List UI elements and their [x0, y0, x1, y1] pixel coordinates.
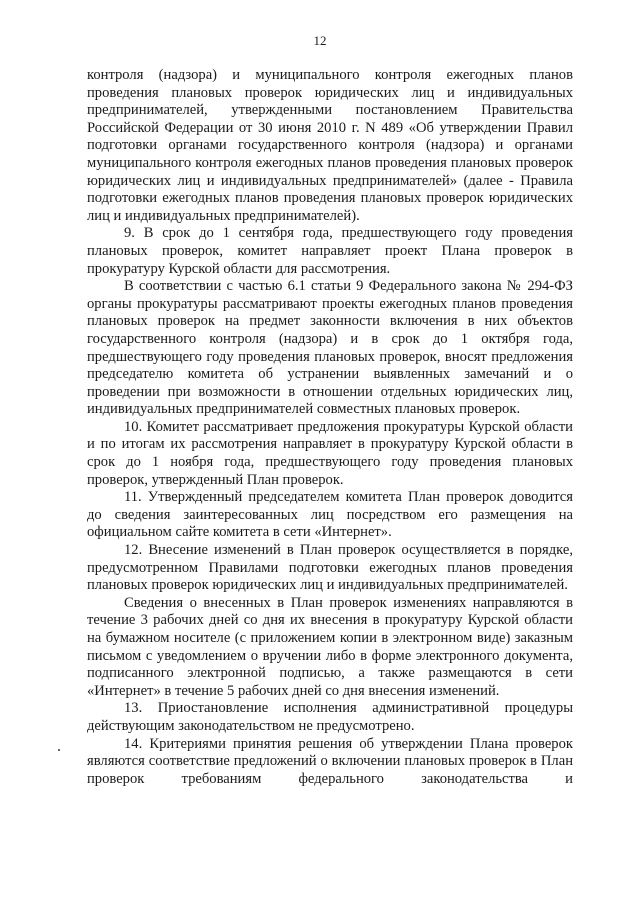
paragraph-changes-notification: Сведения о внесенных в План проверок изменениях направляются в течение 3 рабочих дней со дня их внесения в прокуратуру Курской области на бумажном носителе (с приложением копии в электронном виде) заказным письмом с уведомлением о вручении либо в форме электронного документа, подписанного электронной подписью, а также размещаются в сети «Интернет» в течение 5 рабочих дней со дня внесения изменений.	[87, 594, 573, 699]
paragraph-continuation: контроля (надзора) и муниципального контроля ежегодных планов проведения плановых проверок юридических лиц и индивидуальных предпринимателей, утвержденными постановлением Правительства Российской Федерации от 30 июня 2010 г. N 489 «Об утверждении Правил подготовки органами государственного контроля (надзора) и органами муниципального контроля ежегодных планов проведения плановых проверок юридических лиц и индивидуальных предпринимателей» (далее - Правила подготовки ежегодных планов проведения плановых проверок юридических лиц и индивидуальных предпринимателей).	[87, 67, 573, 224]
page-number: 12	[313, 33, 327, 48]
paragraph-item-9: 9. В срок до 1 сентября года, предшествующего году проведения плановых проверок, комитет направляет проект Плана проверок в прокуратуру Курской области для рассмотрения.	[87, 225, 573, 277]
margin-mark	[58, 749, 60, 751]
paragraph-item-10: 10. Комитет рассматривает предложения прокуратуры Курской области и по итогам их рассмотрения направляет в прокуратуру Курской области в срок до 1 ноября года, предшествующего году проведения плановых проверок, утвержденный План проверок.	[87, 418, 573, 488]
paragraph-item-13: 13. Приостановление исполнения административной процедуры действующим законодательством не предусмотрено.	[87, 700, 573, 734]
paragraph-item-14: 14. Критериями принятия решения об утверждении Плана проверок являются соответствие предложений о включении плановых проверок в План проверок требованиям федерального законодательства и	[87, 735, 573, 787]
document-body	[87, 67, 573, 788]
paragraph-item-11: 11. Утвержденный председателем комитета План проверок доводится до сведения заинтересованных лиц посредством его размещения на официальном сайте комитета в сети «Интернет».	[87, 489, 573, 541]
paragraph-item-12: 12. Внесение изменений в План проверок осуществляется в порядке, предусмотренном Правилами подготовки ежегодных планов проведения плановых проверок юридических лиц и индивидуальных предпринимателей.	[87, 542, 573, 594]
paragraph-prosecutor-review: В соответствии с частью 6.1 статьи 9 Федерального закона № 294-ФЗ органы прокуратуры рассматривают проекты ежегодных планов проведения плановых проверок на предмет законности включения в них объектов государственного контроля (надзора) и в срок до 1 октября года, предшествующего году проведения плановых проверок, вносят предложения председателю комитета об устранении выявленных замечаний и о проведении при возможности в отношении отдельных юридических лиц, индивидуальных предпринимателей совместных плановых проверок.	[87, 278, 573, 418]
